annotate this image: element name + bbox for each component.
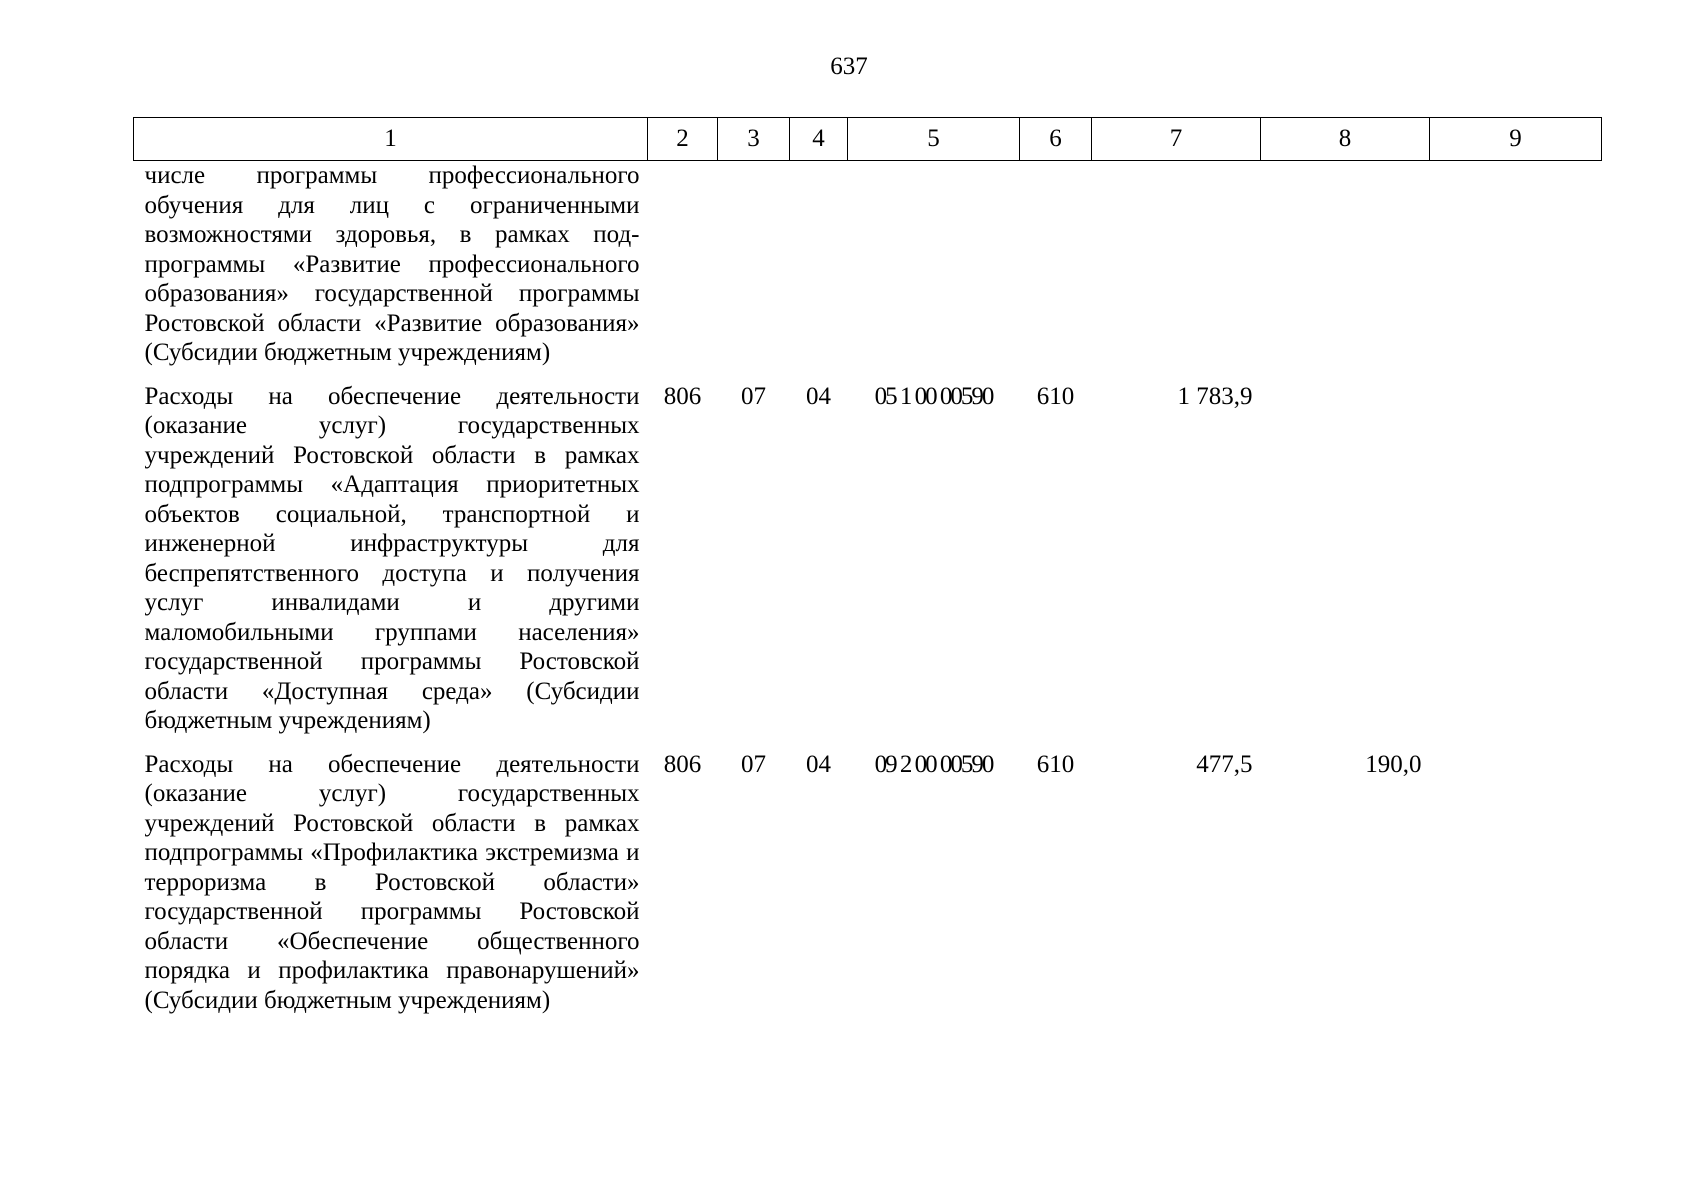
row-description: Расходы на обеспечение деятельности (оказание услуг) государственных учреждений Ростовской области в рамках подпрограммы «Профилактика экстремизма и терроризма в Ростовской области» государственной программы Ростовской области «Обеспечение общественного порядка и профилактика правонарушений» (Субсидии бюджетным учреждениям) (144, 750, 640, 1014)
row-col-6: 610 (1036, 382, 1075, 410)
row-col-4: 04 (806, 750, 831, 778)
row-col-5 (848, 161, 1020, 382)
header-col-4: 4 (790, 118, 848, 161)
header-col-1: 1 (134, 118, 648, 161)
row-col-6 (1020, 161, 1092, 382)
row-col-7: 477,5 (1196, 750, 1253, 778)
row-col-5: 05 1 00 00590 (874, 382, 993, 410)
header-col-5: 5 (848, 118, 1020, 161)
row-col-9 (1430, 161, 1602, 382)
row-col-3: 07 (741, 750, 766, 778)
table-row (134, 382, 1602, 750)
row-col-3 (718, 161, 790, 382)
row-col-6: 610 (1036, 750, 1075, 778)
row-col-2: 806 (663, 750, 702, 778)
header-col-8: 8 (1261, 118, 1430, 161)
row-col-8 (1261, 382, 1430, 750)
table-row (134, 161, 1602, 382)
header-row (134, 118, 1602, 161)
row-col-2: 806 (663, 382, 702, 410)
table-row (134, 750, 1602, 1016)
row-col-9 (1430, 750, 1602, 1016)
row-col-2 (648, 161, 718, 382)
row-col-3: 07 (741, 382, 766, 410)
header-col-3: 3 (718, 118, 790, 161)
row-col-8: 190,0 (1365, 750, 1422, 778)
row-col-5: 09 2 00 00590 (874, 750, 993, 778)
row-description: числе программы профессионального обучения для лиц с ограниченными возможностями здоровья, в рамках подпрограммы «Развитие профессионального образования» государственной программы Ростовской области «Развитие образования» (Субсидии бюджетным учреждениям) (144, 162, 640, 366)
budget-table (133, 117, 1602, 1015)
row-col-7 (1092, 161, 1261, 382)
row-col-8 (1261, 161, 1430, 382)
row-col-9 (1430, 382, 1602, 750)
table-header (134, 118, 1602, 161)
header-col-6: 6 (1020, 118, 1092, 161)
row-description: Расходы на обеспечение деятельности (оказание услуг) государственных учреждений Ростовской области в рамках подпрограммы «Адаптация приоритетных объектов социальной, транспортной и инженерной инфраструктуры для беспрепятственного доступа и получения услуг инвалидами и другими маломобильными группами населения» государственной программы Ростовской области «Доступная среда» (Субсидии бюджетным учреждениям) (144, 382, 640, 734)
page-number: 637 (830, 53, 868, 80)
row-col-7: 1 783,9 (1177, 382, 1253, 410)
header-col-7: 7 (1092, 118, 1261, 161)
row-col-4: 04 (806, 382, 831, 410)
header-col-2: 2 (648, 118, 718, 161)
row-col-4 (790, 161, 848, 382)
header-col-9: 9 (1430, 118, 1602, 161)
table-body (134, 161, 1602, 1016)
